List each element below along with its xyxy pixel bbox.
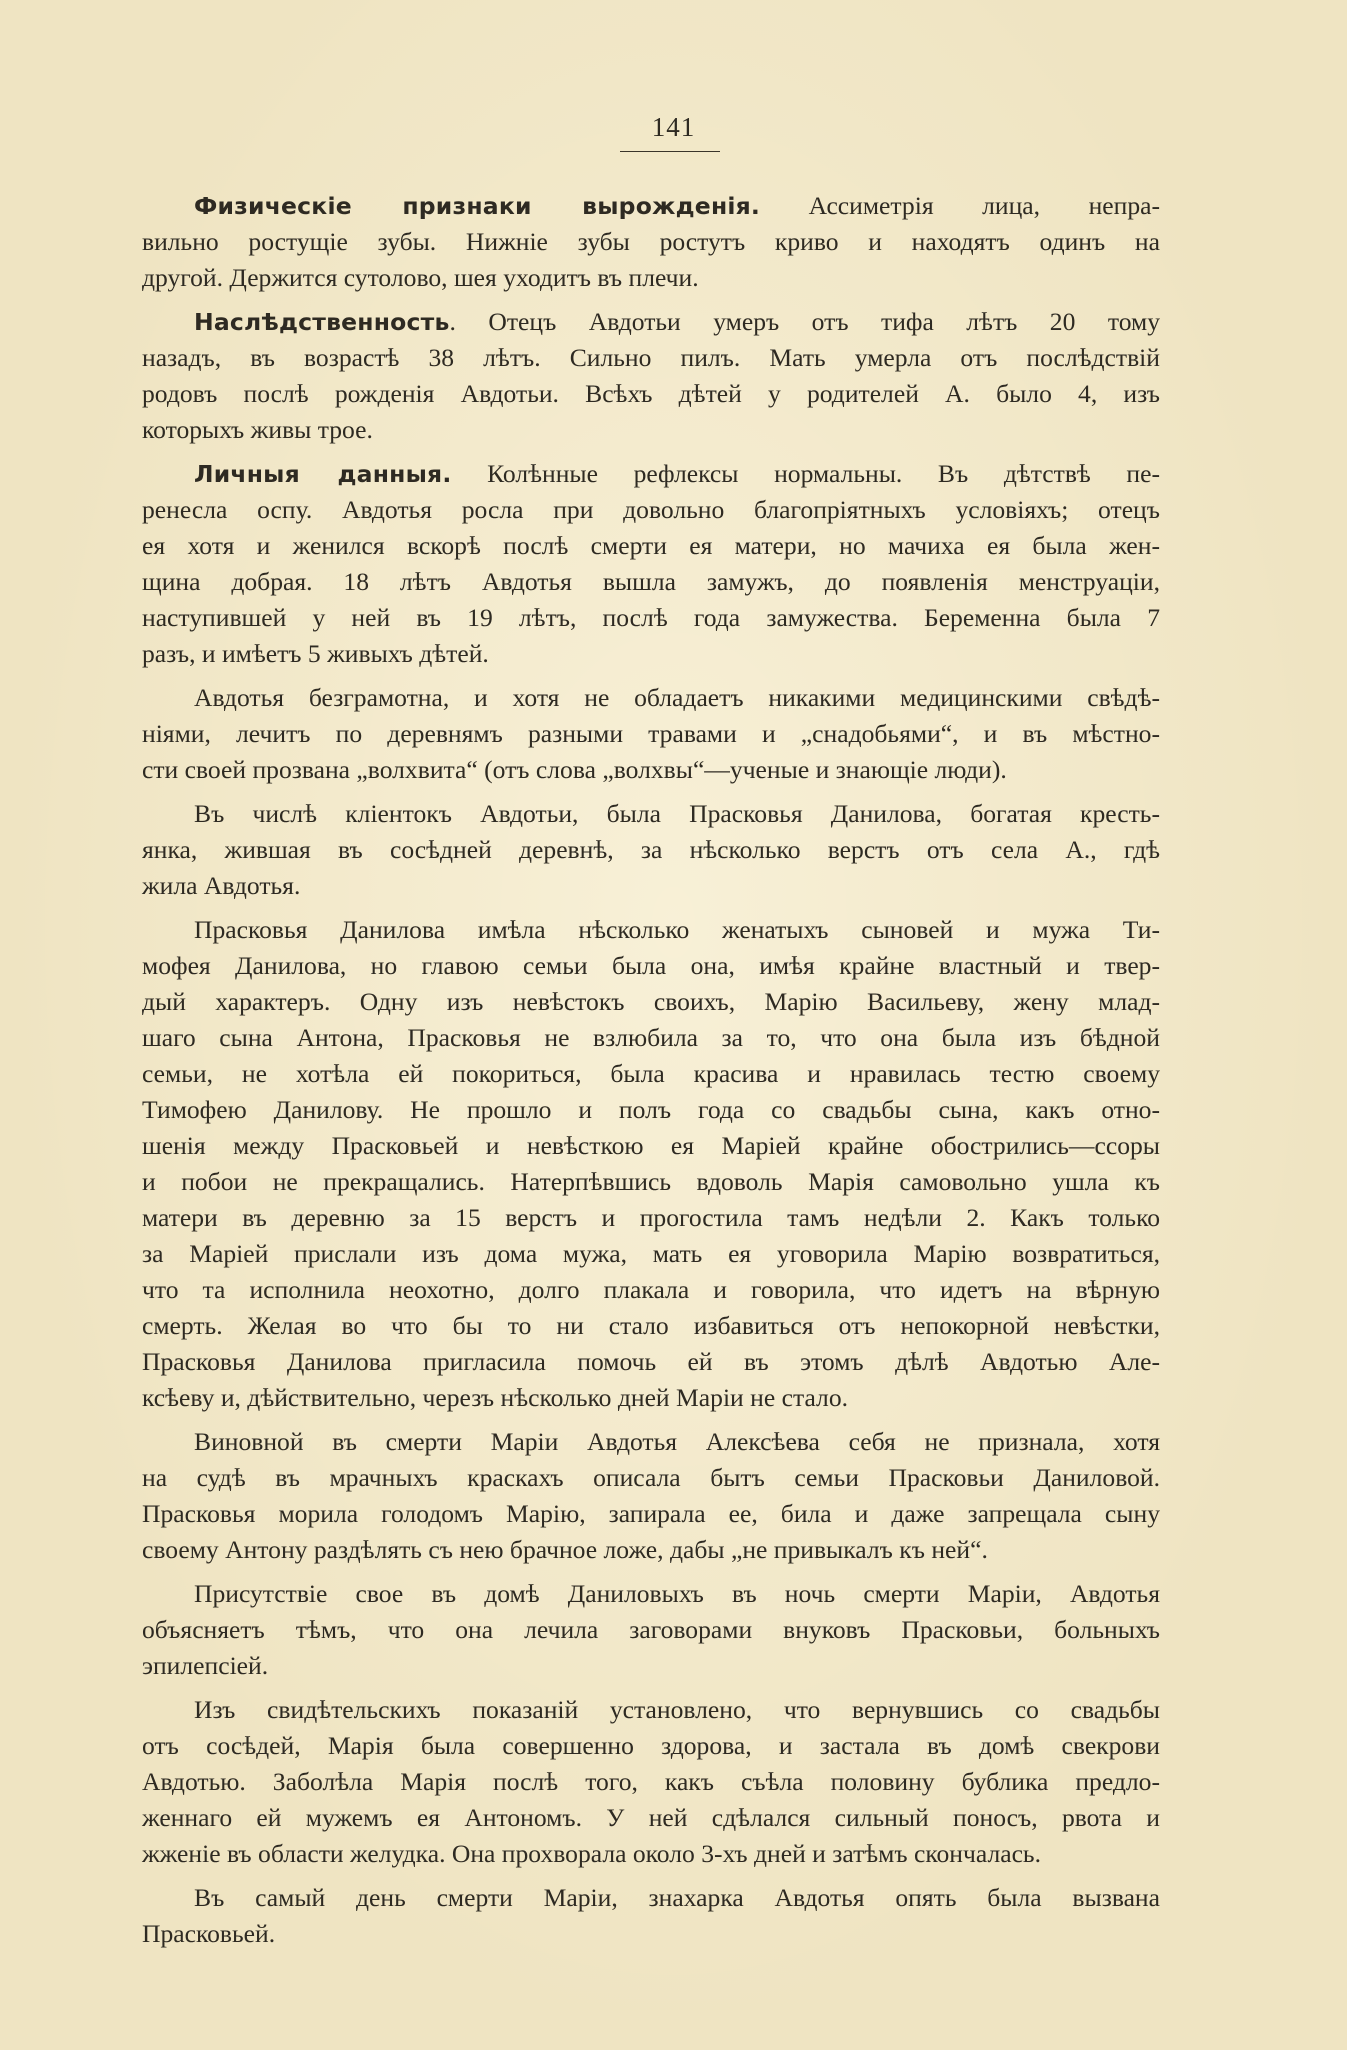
line-text: Прасковьей.	[142, 1919, 276, 1948]
section-heading: Наслѣдственность	[194, 308, 450, 336]
line-text: шаго сына Антона, Прасковья не взлюбила за то, что она была изъ бѣдной	[142, 1023, 1160, 1052]
line-text: назадъ, въ возрастѣ 38 лѣтъ. Сильно пилъ. Мать умерла отъ послѣдствій	[142, 343, 1160, 372]
body-text	[142, 188, 1160, 1960]
text-line	[142, 1532, 1160, 1568]
text-line	[142, 1764, 1160, 1800]
line-text: родовъ послѣ рожденія Авдотьи. Всѣхъ дѣтей у родителей А. было 4, изъ	[142, 379, 1160, 408]
text-line	[142, 528, 1160, 564]
text-line	[142, 1800, 1160, 1836]
text-line	[142, 984, 1160, 1020]
text-line	[142, 1272, 1160, 1308]
line-text: разъ, и имѣетъ 5 живыхъ дѣтей.	[142, 639, 489, 668]
line-text: шенія между Прасковьей и невѣсткою ея Маріей крайне обострились—ссоры	[142, 1131, 1160, 1160]
line-text: Ассиметрія лица, непра-	[760, 191, 1161, 220]
text-line	[142, 796, 1160, 832]
line-text: на судѣ въ мрачныхъ краскахъ описала бытъ семьи Прасковьи Даниловой.	[142, 1463, 1160, 1492]
text-line	[142, 1692, 1160, 1728]
text-line	[142, 1128, 1160, 1164]
text-line	[142, 716, 1160, 752]
line-text: . Отецъ Авдотьи умеръ отъ тифа лѣтъ 20 тому	[449, 307, 1160, 336]
line-text: щина добрая. 18 лѣтъ Авдотья вышла замужъ, до появленія менструаціи,	[142, 567, 1160, 596]
line-text: своему Антону раздѣлять съ нею брачное ложе, дабы „не привыкалъ къ ней“.	[142, 1535, 988, 1564]
line-text: отъ сосѣдей, Марія была совершенно здорова, и застала въ домѣ свекрови	[142, 1731, 1160, 1760]
text-line	[142, 1056, 1160, 1092]
line-text: эпилепсіей.	[142, 1651, 269, 1680]
paragraph	[142, 912, 1160, 1416]
line-text: семьи, не хотѣла ей покориться, была красива и нравилась тестю своему	[142, 1059, 1160, 1088]
line-text: дый характеръ. Одну изъ невѣстокъ своихъ, Марію Васильеву, жену млад-	[142, 987, 1160, 1016]
text-line	[142, 868, 1160, 904]
paragraph	[142, 1424, 1160, 1568]
paragraph	[142, 796, 1160, 904]
text-line	[142, 1460, 1160, 1496]
line-text: Прасковья Данилова пригласила помочь ей въ этомъ дѣлѣ Авдотью Але-	[142, 1347, 1160, 1376]
line-text: ея хотя и женился вскорѣ послѣ смерти ея матери, но мачиха ея была жен-	[142, 531, 1160, 560]
line-text: жила Авдотья.	[142, 871, 301, 900]
text-line	[142, 948, 1160, 984]
paragraph	[142, 188, 1160, 296]
line-text: ніями, лечитъ по деревнямъ разными травами и „снадобьями“, и въ мѣстно-	[142, 719, 1160, 748]
line-text: что та исполнила неохотно, долго плакала и говорила, что идетъ на вѣрную	[142, 1275, 1160, 1304]
text-line	[142, 1344, 1160, 1380]
line-text: матери въ деревню за 15 верстъ и прогостила тамъ недѣли 2. Какъ только	[142, 1203, 1160, 1232]
text-line	[142, 1164, 1160, 1200]
text-line	[142, 1648, 1160, 1684]
text-line	[142, 376, 1160, 412]
text-line	[142, 412, 1160, 448]
text-line	[142, 1576, 1160, 1612]
line-text: за Маріей прислали изъ дома мужа, мать ея уговорила Марію возвратиться,	[142, 1239, 1160, 1268]
text-line	[142, 1380, 1160, 1416]
page-number: 141	[651, 112, 696, 142]
text-line	[142, 680, 1160, 716]
line-text: и побои не прекращались. Натерпѣвшись вдоволь Марія самовольно ушла къ	[142, 1167, 1160, 1196]
paragraph	[142, 1880, 1160, 1952]
text-line	[142, 564, 1160, 600]
text-line	[142, 304, 1160, 340]
text-line	[142, 1612, 1160, 1648]
text-line	[142, 1200, 1160, 1236]
line-text: которыхъ живы трое.	[142, 415, 373, 444]
section-heading: Личныя данныя.	[194, 460, 452, 488]
line-text: смерть. Желая во что бы то ни стало избавиться отъ непокорной невѣстки,	[142, 1311, 1160, 1340]
text-line	[142, 260, 1160, 296]
paragraph	[142, 304, 1160, 448]
paragraph	[142, 456, 1160, 672]
text-line	[142, 188, 1160, 224]
line-text: другой. Держится сутолово, шея уходитъ въ плечи.	[142, 263, 699, 292]
text-line	[142, 340, 1160, 376]
line-text: Колѣнные рефлексы нормальны. Въ дѣтствѣ пе-	[451, 459, 1160, 488]
text-line	[142, 912, 1160, 948]
header-rule	[620, 151, 720, 152]
text-line	[142, 492, 1160, 528]
text-line	[142, 1424, 1160, 1460]
line-text: женнаго ей мужемъ ея Антономъ. У ней сдѣлался сильный поносъ, рвота и	[142, 1803, 1160, 1832]
text-line	[142, 1020, 1160, 1056]
text-line	[142, 600, 1160, 636]
line-text: объясняетъ тѣмъ, что она лечила заговорами внуковъ Прасковьи, больныхъ	[142, 1615, 1160, 1644]
line-text: ренесла оспу. Авдотья росла при довольно благопріятныхъ условіяхъ; отецъ	[142, 495, 1160, 524]
text-line	[142, 1236, 1160, 1272]
line-text: Въ самый день смерти Маріи, знахарка Авдотья опять была вызвана	[194, 1883, 1160, 1912]
line-text: ксѣеву и, дѣйствительно, черезъ нѣсколько дней Маріи не стало.	[142, 1383, 849, 1412]
text-line	[142, 1496, 1160, 1532]
text-line	[142, 1308, 1160, 1344]
line-text: Присутствіе свое въ домѣ Даниловыхъ въ ночь смерти Маріи, Авдотья	[194, 1579, 1160, 1608]
line-text: вильно ростущіе зубы. Нижніе зубы ростутъ криво и находятъ одинъ на	[142, 227, 1160, 256]
section-heading: Физическіе признаки вырожденія.	[194, 192, 761, 220]
text-line	[142, 1728, 1160, 1764]
line-text: мофея Данилова, но главою семьи была она, имѣя крайне властный и твер-	[142, 951, 1160, 980]
line-text: наступившей у ней въ 19 лѣтъ, послѣ года замужества. Беременна была 7	[142, 603, 1160, 632]
text-line	[142, 1880, 1160, 1916]
paragraph	[142, 1692, 1160, 1872]
line-text: Тимофею Данилову. Не прошло и полъ года со свадьбы сына, какъ отно-	[142, 1095, 1160, 1124]
line-text: Прасковья морила голодомъ Марію, запирала ее, била и даже запрещала сыну	[142, 1499, 1160, 1528]
text-line	[142, 1916, 1160, 1952]
text-line	[142, 1092, 1160, 1128]
line-text: Изъ свидѣтельскихъ показаній установлено, что вернувшись со свадьбы	[194, 1695, 1160, 1724]
line-text: Виновной въ смерти Маріи Авдотья Алексѣева себя не признала, хотя	[194, 1427, 1160, 1456]
text-line	[142, 636, 1160, 672]
paragraph	[142, 1576, 1160, 1684]
text-line	[142, 456, 1160, 492]
paragraph	[142, 680, 1160, 788]
line-text: Въ числѣ кліентокъ Авдотьи, была Прасковья Данилова, богатая кресть-	[194, 799, 1160, 828]
text-line	[142, 224, 1160, 260]
text-line	[142, 752, 1160, 788]
line-text: сти своей прозвана „волхвита“ (отъ слова „волхвы“—ученые и знающіе люди).	[142, 755, 1007, 784]
line-text: Прасковья Данилова имѣла нѣсколько женатыхъ сыновей и мужа Ти-	[194, 915, 1160, 944]
line-text: Авдотью. Заболѣла Марія послѣ того, какъ съѣла половину бублика предло-	[142, 1767, 1160, 1796]
text-line	[142, 1836, 1160, 1872]
line-text: янка, жившая въ сосѣдней деревнѣ, за нѣсколько верстъ отъ села А., гдѣ	[142, 835, 1160, 864]
line-text: Авдотья безграмотна, и хотя не обладаетъ никакими медицинскими свѣдѣ-	[194, 683, 1160, 712]
line-text: жженіе въ области желудка. Она прохворала около 3-хъ дней и затѣмъ скончалась.	[142, 1839, 1042, 1868]
text-line	[142, 832, 1160, 868]
